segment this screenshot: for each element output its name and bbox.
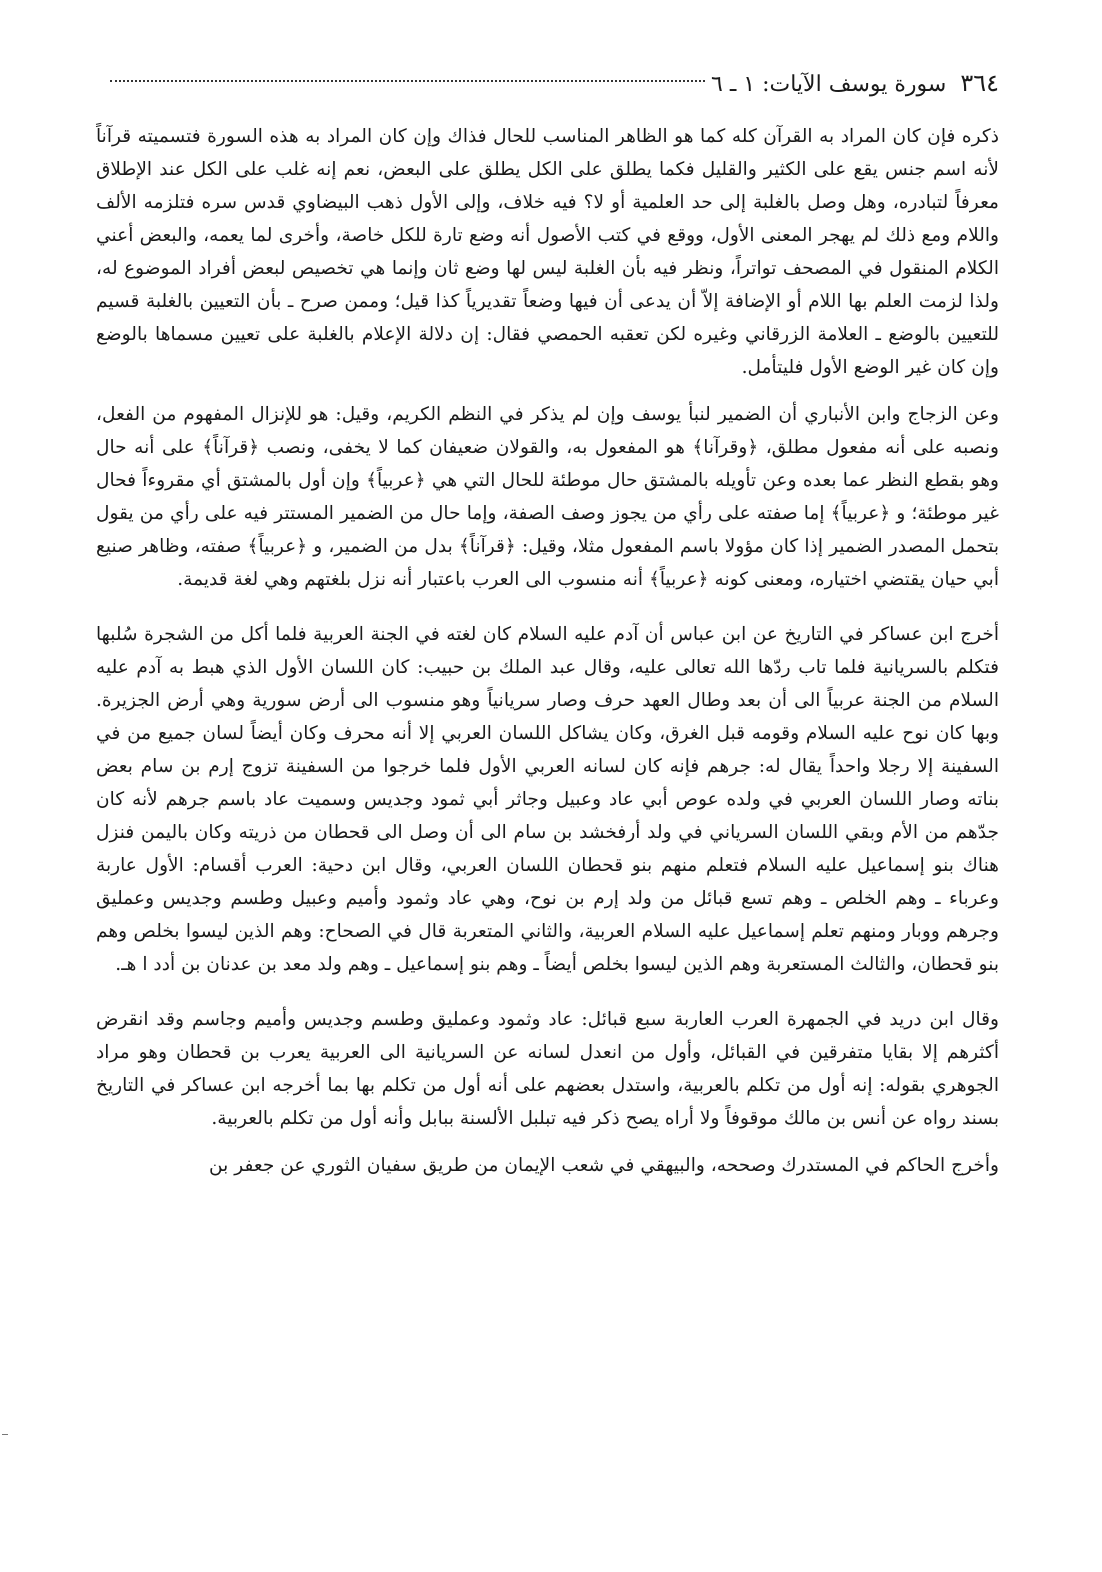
paragraph: أخرج ابن عساكر في التاريخ عن ابن عباس أن آدم عليه السلام كان لغته في الجنة العربية فلما أكل من الشجرة سُلبها فتكلم بالسريانية فلما تاب ردّها الله تعالى عليه، وقال عبد الملك بن حبيب: كان اللسان الأول الذي هبط به آدم عليه السلام من الجنة عربياً الى أن بعد وطال العهد حرف وصار سريانياً وهو منسوب الى أرض سورية وهي أرض الجزيرة. وبها كان نوح عليه السلام وقومه قبل الغرق، وكان يشاكل اللسان العربي إلا أنه محرف وكان أيضاً لسان جميع من في السفينة إلا رجلا واحداً يقال له: جرهم فإنه كان لسانه العربي الأول فلما خرجوا من السفينة تزوج إرم بن سام بعض بناته وصار اللسان العربي في ولده عوص أبي عاد وعبيل وجاثر أبي ثمود وجديس وسميت عاد باسم جرهم لأنه كان جدّهم من الأم وبقي اللسان السرياني في ولد أرفخشد بن سام الى أن وصل الى قحطان من ذريته وكان باليمن فنزل هناك بنو إسماعيل عليه السلام فتعلم منهم بنو قحطان اللسان العربي، وقال ابن دحية: العرب أقسام: الأول عاربة وعرباء ـ وهم الخلص ـ وهم تسع قبائل من ولد إرم بن نوح، وهي عاد وثمود وأميم وعبيل وطسم وجديس وعمليق وجرهم ووبار ومنهم تعلم إسماعيل عليه السلام العربية، والثاني المتعربة قال في الصحاح: وهم الذين ليسوا بخلص وهم بنو قحطان، والثالث المستعربة وهم الذين ليسوا بخلص أيضاً ـ وهم بنو إسماعيل ـ وهم ولد معد بن عدنان بن أدد ا هـ.	[96, 624, 999, 975]
leader-dots	[110, 79, 705, 82]
running-title: سورة يوسف الآيات: ١ ـ ٦	[711, 72, 947, 97]
scan-mark	[2, 1434, 8, 1435]
paragraph: وأخرج الحاكم في المستدرك وصححه، والبيهقي في شعب الإيمان من طريق سفيان الثوري عن جعفر بن	[208, 1155, 999, 1176]
paragraph: وعن الزجاج وابن الأنباري أن الضمير لنبأ يوسف وإن لم يذكر في النظم الكريم، وقيل: هو للإنزال المفهوم من الفعل، ونصبه على أنه مفعول مطلق، ﴿وقرآنا﴾ هو المفعول به، والقولان ضعيفان كما لا يخفى، ونصب ﴿قرآناً﴾ على أنه حال وهو بقطع النظر عما بعده وعن تأويله بالمشتق حال موطئة للحال التي هي ﴿عربياً﴾ وإن أول بالمشتق أي مقروءاً فحال غير موطئة؛ و ﴿عربياً﴾ إما صفته على رأي من يجوز وصف الصفة، وإما حال من الضمير المستتر فيه على رأي من يقول بتحمل المصدر الضمير إذا كان مؤولا باسم المفعول مثلا، وقيل: ﴿قرآناً﴾ بدل من الضمير، و ﴿عربياً﴾ صفته، وظاهر صنيع أبي حيان يقتضي اختياره، ومعنى كونه ﴿عربياً﴾ أنه منسوب الى العرب باعتبار أنه نزل بلغتهم وهي لغة قديمة.	[96, 404, 999, 590]
running-header	[96, 62, 999, 104]
page-body	[96, 120, 999, 1182]
paragraph: ذكره فإن كان المراد به القرآن كله كما هو الظاهر المناسب للحال فذاك وإن كان المراد به هذه السورة فتسميته قرآناً لأنه اسم جنس يقع على الكثير والقليل فكما يطلق على الكل يطلق على البعض، نعم إنه غلب على الكل عند الإطلاق معرفاً لتبادره، وهل وصل بالغلبة إلى حد العلمية أو لا؟ فيه خلاف، وإلى الأول ذهب البيضاوي قدس سره فتلزمه الألف واللام ومع ذلك لم يهجر المعنى الأول، ووقع في كتب الأصول أنه وضع تارة للكل خاصة، وأخرى لما يعمه، والبعض أعني الكلام المنقول في المصحف تواتراً، ونظر فيه بأن الغلبة ليس لها وضع ثان وإنما هي تخصيص لبعض أفراد الموضوع له، ولذا لزمت العلم بها اللام أو الإضافة إلاّ أن يدعى أن فيها وضعاً تقديرياً كذا قيل؛ وممن صرح ـ بأن التعيين بالغلبة قسيم للتعيين بالوضع ـ العلامة الزرقاني وغيره لكن تعقبه الحمصي فقال: إن دلالة الإعلام بالغلبة على تعيين مسماها بالوضع وإن كان غير الوضع الأول فليتأمل.	[96, 126, 999, 378]
page-number: ٣٦٤	[960, 69, 999, 97]
paragraph: وقال ابن دريد في الجمهرة العرب العاربة سبع قبائل: عاد وثمود وعمليق وطسم وجديس وأميم وجاسم وقد انقرض أكثرهم إلا بقايا متفرقين في القبائل، وأول من انعدل لسانه عن السريانية الى العربية يعرب بن قحطان وهو مراد الجوهري بقوله: إنه أول من تكلم بالعربية، واستدل بعضهم على أنه أول من تكلم بها بما أخرجه ابن عساكر في التاريخ بسند رواه عن أنس بن مالك موقوفاً ولا أراه يصح ذكر فيه تبلبل الألسنة ببابل وأنه أول من تكلم بالعربية.	[96, 1009, 999, 1129]
